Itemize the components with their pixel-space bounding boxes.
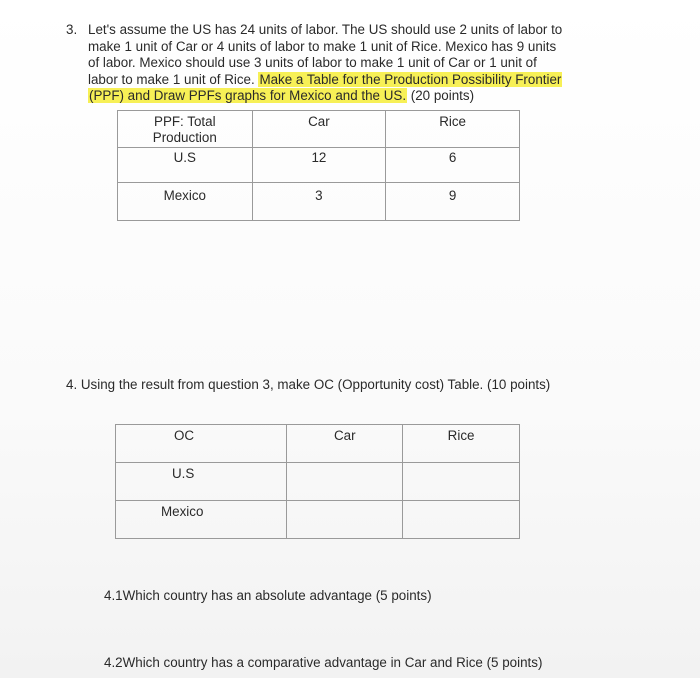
oc-row-rice-value <box>403 463 520 501</box>
ppf-row-car-value: 3 <box>252 183 386 221</box>
ppf-row-rice-value: 9 <box>386 183 520 221</box>
question-3-line-5 <box>88 88 596 105</box>
oc-table <box>115 424 520 539</box>
table-row <box>116 501 520 539</box>
question-3-number: 3. <box>66 22 78 37</box>
question-3-highlight-2: (PPF) and Draw PPFs graphs for Mexico and the US. <box>89 88 407 104</box>
question-4-2: 4.2Which country has a comparative advantage in Car and Rice (5 points) <box>104 655 543 670</box>
question-3-line-3: of labor. Mexico should use 3 units of labor to make 1 unit of Car or 1 unit of <box>88 55 537 71</box>
oc-row-country: U.S <box>116 463 287 501</box>
table-row <box>116 463 520 501</box>
oc-header-car: Car <box>287 425 403 463</box>
table-row <box>118 183 520 221</box>
question-3-line-5-plain: (20 points) <box>407 88 475 104</box>
ppf-row-rice-value: 6 <box>386 148 520 183</box>
question-3-line-1: Let's assume the US has 24 units of labor. The US should use 2 units of labor to <box>88 22 563 37</box>
oc-row-rice-value <box>403 501 520 539</box>
ppf-row-car-value: 12 <box>252 148 386 183</box>
ppf-header-rice: Rice <box>386 111 520 148</box>
question-4: 4. Using the result from question 3, make OC (Opportunity cost) Table. (10 points) <box>66 377 551 392</box>
oc-row-car-value <box>287 463 403 501</box>
question-3-line-4-plain: labor to make 1 unit of Rice. <box>88 71 259 87</box>
ppf-row-country: Mexico <box>118 183 253 221</box>
question-4-1: 4.1Which country has an absolute advantage (5 points) <box>104 588 432 603</box>
ppf-table <box>117 110 520 221</box>
oc-table-header-row <box>116 425 520 463</box>
oc-header-label: OC <box>116 425 287 463</box>
question-3-line-2: make 1 unit of Car or 4 units of labor to make 1 unit of Rice. Mexico has 9 units <box>88 38 557 54</box>
oc-row-country: Mexico <box>116 501 287 539</box>
question-3-line-4 <box>88 72 596 89</box>
ppf-table-header-row <box>118 111 520 148</box>
table-row <box>118 148 520 183</box>
question-3 <box>66 22 596 105</box>
oc-header-rice: Rice <box>403 425 520 463</box>
oc-row-car-value <box>287 501 403 539</box>
question-3-highlight-1: Make a Table for the Production Possibility Frontier <box>259 71 562 87</box>
ppf-header-label: PPF: Total Production <box>118 111 253 148</box>
ppf-row-country: U.S <box>118 148 253 183</box>
ppf-header-car: Car <box>252 111 386 148</box>
